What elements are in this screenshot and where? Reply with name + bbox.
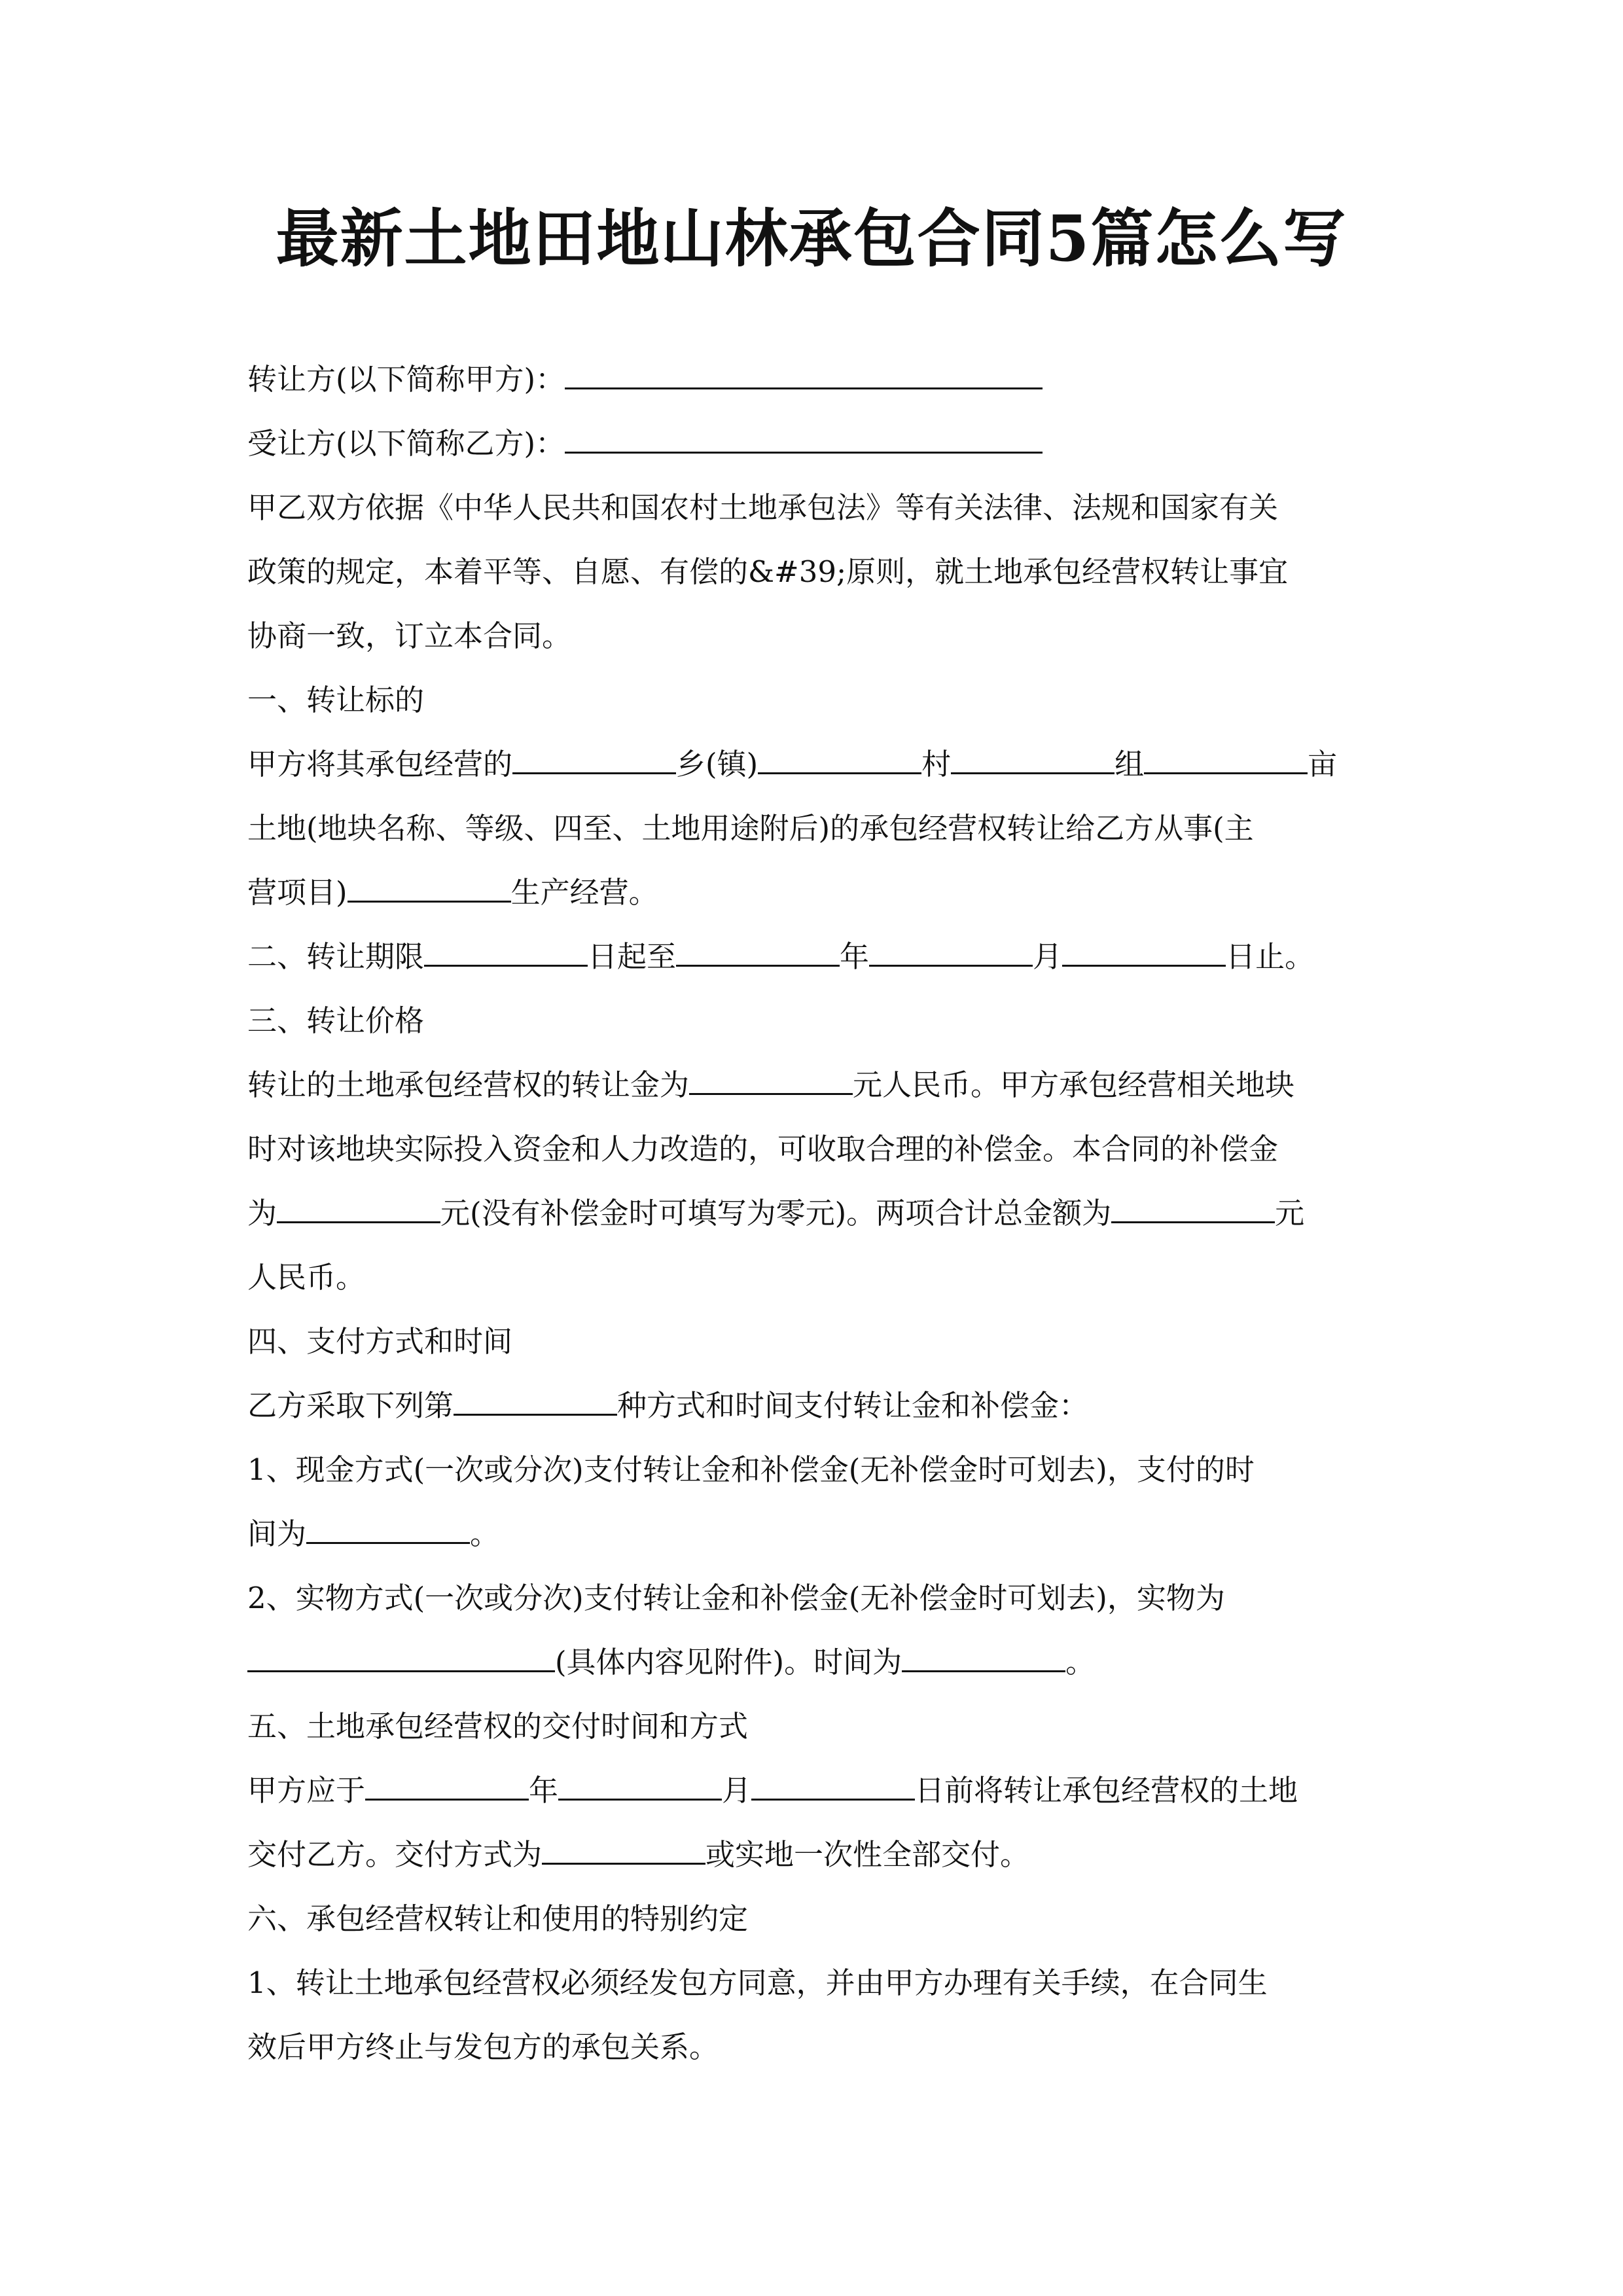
- section4-line: [247, 1374, 1386, 1438]
- text-span: 。: [1065, 1645, 1096, 1679]
- section5-line: [247, 1823, 1386, 1887]
- in-kind-item-blank[interactable]: [247, 1645, 555, 1672]
- section1-line: [247, 732, 1386, 797]
- text-span: 。: [470, 1516, 500, 1551]
- section3-line: [247, 1053, 1386, 1117]
- section3-line: 时对该地块实际投入资金和人力改造的，可收取合理的补偿金。本合同的补偿金: [247, 1132, 1279, 1166]
- text-span: 乙方采取下列第: [247, 1388, 454, 1423]
- text-span: 元人民币。甲方承包经营相关地块: [853, 1067, 1295, 1102]
- section4-line: 1、现金方式(一次或分次)支付转让金和补偿金(无补偿金时可划去)，支付的时: [247, 1452, 1255, 1487]
- text-span: 间为: [247, 1516, 307, 1551]
- party-a-label: 转让方(以下简称甲方)：: [247, 362, 565, 397]
- section5-line: [247, 1759, 1386, 1823]
- preamble-line: 政策的规定，本着平等、自愿、有偿的&#39;原则，就土地承包经营权转让事宜: [247, 554, 1289, 589]
- section-heading-1: 一、转让标的: [247, 683, 425, 717]
- section3-line: [247, 1181, 1386, 1246]
- section-heading-4: 四、支付方式和时间: [247, 1324, 513, 1359]
- text-span: 年: [840, 939, 870, 974]
- text-span: 或实地一次性全部交付。: [705, 1837, 1030, 1872]
- text-span: 日起至: [588, 939, 677, 974]
- delivery-day-blank[interactable]: [751, 1774, 915, 1801]
- acre-blank[interactable]: [1144, 747, 1308, 774]
- text-span: 日止。: [1226, 939, 1315, 974]
- text-span: 转让的土地承包经营权的转让金为: [247, 1067, 690, 1102]
- delivery-method-blank[interactable]: [542, 1838, 705, 1865]
- text-span: 村: [921, 747, 952, 781]
- text-span: 乡(镇): [676, 747, 758, 781]
- text-span: 月: [722, 1773, 752, 1808]
- text-span: 为: [247, 1196, 277, 1230]
- village-blank[interactable]: [758, 747, 921, 774]
- section1-line: [247, 861, 1386, 925]
- delivery-year-blank[interactable]: [365, 1774, 529, 1801]
- section-heading-2: 二、转让期限: [247, 939, 425, 974]
- section4-line: [247, 1502, 1386, 1566]
- text-span: 年: [529, 1773, 559, 1808]
- payment-option-blank[interactable]: [454, 1389, 617, 1416]
- party-b-blank[interactable]: [565, 427, 1043, 454]
- cash-payment-time-blank[interactable]: [306, 1517, 470, 1544]
- preamble-line: 甲乙双方依据《中华人民共和国农村土地承包法》等有关法律、法规和国家有关: [247, 490, 1279, 525]
- section4-line: [247, 1630, 1386, 1695]
- total-amount-blank[interactable]: [1111, 1196, 1275, 1223]
- text-span: 交付乙方。交付方式为: [247, 1837, 543, 1872]
- section-heading-3: 三、转让价格: [247, 1003, 425, 1038]
- text-span: 日前将转让承包经营权的土地: [915, 1773, 1298, 1808]
- text-span: 种方式和时间支付转让金和补偿金：: [617, 1388, 1089, 1423]
- text-span: 营项目): [247, 875, 348, 910]
- section-heading-5: 五、土地承包经营权的交付时间和方式: [247, 1709, 749, 1744]
- in-kind-time-blank[interactable]: [902, 1645, 1065, 1672]
- start-day-blank[interactable]: [424, 940, 588, 967]
- party-b-line: [247, 412, 1386, 476]
- text-span: 元: [1275, 1196, 1305, 1230]
- party-a-blank[interactable]: [565, 363, 1043, 389]
- section3-line: 人民币。: [247, 1260, 366, 1295]
- section2-line: [247, 925, 1386, 989]
- project-blank[interactable]: [348, 876, 511, 903]
- end-year-blank[interactable]: [676, 940, 840, 967]
- section6-line: 效后甲方终止与发包方的承包关系。: [247, 2030, 719, 2064]
- text-span: 甲方将其承包经营的: [247, 747, 513, 781]
- text-span: (具体内容见附件)。时间为: [555, 1645, 902, 1679]
- end-month-blank[interactable]: [869, 940, 1033, 967]
- text-span: 甲方应于: [247, 1773, 366, 1808]
- contract-body: [247, 348, 1386, 2079]
- text-span: 亩: [1308, 747, 1338, 781]
- section6-line: 1、转让土地承包经营权必须经发包方同意，并由甲方办理有关手续，在合同生: [247, 1965, 1268, 2000]
- section1-line: 土地(地块名称、等级、四至、土地用途附后)的承包经营权转让给乙方从事(主: [247, 811, 1254, 846]
- township-blank[interactable]: [512, 747, 676, 774]
- party-b-label: 受让方(以下简称乙方)：: [247, 426, 565, 461]
- preamble-line: 协商一致，订立本合同。: [247, 619, 572, 653]
- document-title: 最新土地田地山林承包合同5篇怎么写: [276, 202, 1347, 276]
- end-day-blank[interactable]: [1062, 940, 1226, 967]
- text-span: 元(没有补偿金时可填写为零元)。两项合计总金额为: [440, 1196, 1112, 1230]
- text-span: 生产经营。: [510, 875, 658, 910]
- section4-line: 2、实物方式(一次或分次)支付转让金和补偿金(无补偿金时可划去)，实物为: [247, 1581, 1225, 1615]
- compensation-blank[interactable]: [277, 1196, 440, 1223]
- section-heading-6: 六、承包经营权转让和使用的特别约定: [247, 1901, 749, 1936]
- text-span: 月: [1033, 939, 1063, 974]
- party-a-line: [247, 348, 1386, 412]
- transfer-fee-blank[interactable]: [689, 1068, 853, 1095]
- text-span: 组: [1115, 747, 1145, 781]
- group-blank[interactable]: [951, 747, 1115, 774]
- delivery-month-blank[interactable]: [558, 1774, 722, 1801]
